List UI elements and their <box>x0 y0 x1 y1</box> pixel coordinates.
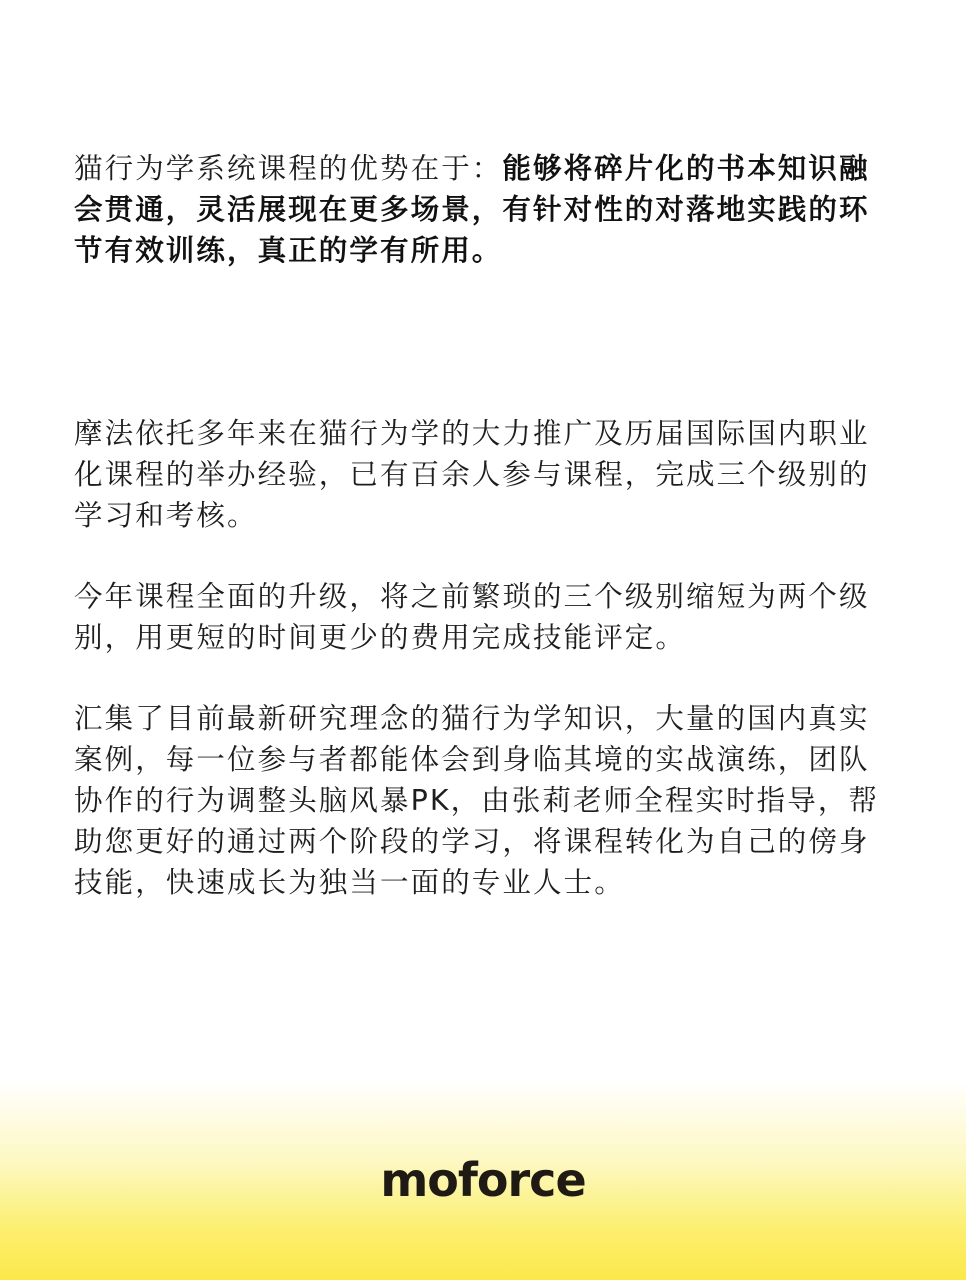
advantages-highlight-text: 能够将碎片化的书本知识融会贯通，灵活展现在更多场景，有针对性的对落地实践的环节有效训练，真正的学有所用。 <box>74 152 870 267</box>
paragraph-experience: 摩法依托多年来在猫行为学的大力推广及历届国际国内职业化课程的举办经验，已有百余人参与课程，完成三个级别的学习和考核。 <box>74 417 870 532</box>
paragraph-upgrade: 今年课程全面的升级，将之前繁琐的三个级别缩短为两个级别，用更短的时间更少的费用完成技能评定。 <box>74 580 870 654</box>
footer <box>0 1150 966 1210</box>
advantages-lead-text: 猫行为学系统课程的优势在于： <box>74 152 503 185</box>
paragraph-course-advantages <box>74 148 892 271</box>
brand-logo: moforce <box>380 1153 586 1207</box>
article-content <box>74 148 892 903</box>
paragraph-course-content: 汇集了目前最新研究理念的猫行为学知识，大量的国内真实案例，每一位参与者都能体会到身临其境的实战演练，团队协作的行为调整头脑风暴PK，由张莉老师全程实时指导，帮助您更好的通过两个阶段的学习，将课程转化为自己的傍身技能，快速成长为独当一面的专业人士。 <box>74 702 880 899</box>
